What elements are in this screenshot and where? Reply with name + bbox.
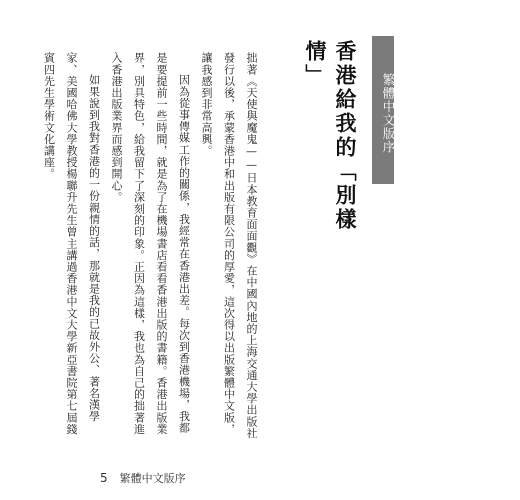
page-number: 5	[100, 471, 108, 485]
section-tab-label: 繁體中文版序	[381, 72, 396, 154]
body-text	[42, 52, 262, 442]
paragraph: 拙著《天使與魔鬼——日本教育面面觀》在中國內地的上海交通大學出版社發行以後，承蒙香港中和出版有限公司的厚愛，這次得以出版繁體中文版，讓我感到非常高興。	[200, 52, 258, 439]
footer-section-label: 繁體中文版序	[119, 472, 186, 485]
paragraph: 如果說到我對香港的一份親情的話，那就是我的已故外公、著名漢學家、美國哈佛大學教授楊聯升先生曾主講過香港中文大學新亞書院第七屆錢賓四先生學術文化講座。	[42, 52, 101, 435]
chapter-title: 香港給我的「別樣情」	[303, 40, 358, 232]
section-tab	[372, 36, 394, 184]
page-footer	[100, 470, 186, 486]
paragraph: 因為從事傳媒工作的關係，我經常在香港出差。每次到香港機場，我都是要提前一些時間，就是為了在機場書店看看香港出版的書籍。香港出版業界，別具特色，給我留下了深刻的印象。正因為這樣，我也為自己的拙著進入香港出版業界而感到開心。	[110, 52, 191, 435]
